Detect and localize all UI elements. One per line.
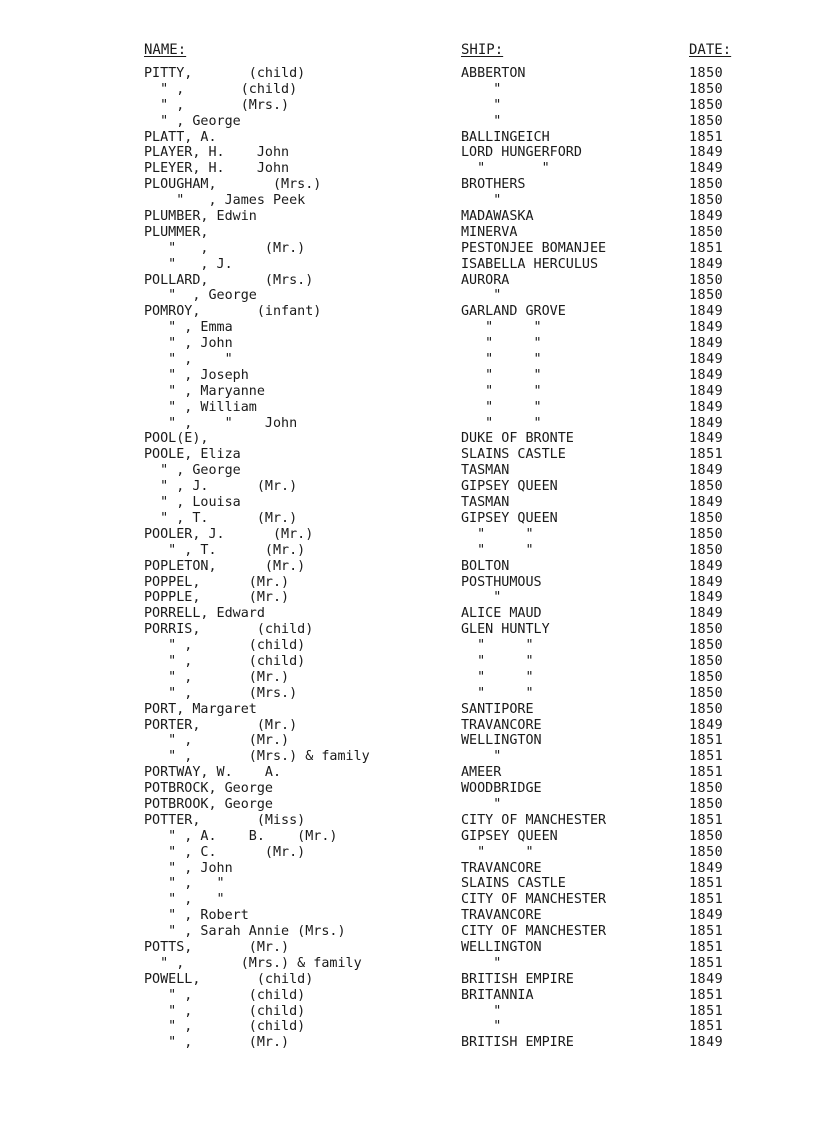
- name-cell: POTBROCK, George: [144, 781, 273, 797]
- table-row: [0, 765, 816, 781]
- table-row: [0, 479, 816, 495]
- name-cell: " , John: [144, 860, 233, 876]
- header-ship: SHIP:: [461, 42, 504, 58]
- date-cell: 1850: [689, 224, 724, 240]
- date-cell: 1850: [689, 796, 724, 812]
- name-cell: " , Louisa: [144, 495, 241, 511]
- table-row: [0, 559, 816, 575]
- name-cell: POOLE, Eliza: [144, 447, 241, 463]
- name-cell: PLATT, A.: [144, 129, 217, 145]
- name-cell: " , (child): [144, 987, 306, 1003]
- ship-cell: SANTIPORE: [461, 701, 534, 717]
- ship-cell: " ": [461, 685, 534, 701]
- table-row: [0, 82, 816, 98]
- ship-cell: AMEER: [461, 765, 502, 781]
- date-cell: 1849: [689, 383, 724, 399]
- date-cell: 1850: [689, 97, 724, 113]
- table-row: [0, 590, 816, 606]
- date-cell: 1849: [689, 971, 724, 987]
- ship-cell: TRAVANCORE: [461, 717, 542, 733]
- name-cell: PLOUGHAM, (Mrs.): [144, 177, 322, 193]
- ship-cell: BRITANNIA: [461, 987, 534, 1003]
- name-cell: " , " John: [144, 415, 298, 431]
- name-cell: " , (child): [144, 1019, 306, 1035]
- name-cell: PORRIS, (child): [144, 622, 314, 638]
- ship-cell: " ": [461, 336, 542, 352]
- table-row: [0, 686, 816, 702]
- table-row: [0, 670, 816, 686]
- name-cell: " , (child): [144, 653, 306, 669]
- date-cell: 1849: [689, 606, 724, 622]
- table-row: [0, 924, 816, 940]
- header-date: DATE:: [689, 42, 732, 58]
- ship-cell: TASMAN: [461, 463, 510, 479]
- ship-cell: " ": [461, 161, 550, 177]
- ship-cell: GIPSEY QUEEN: [461, 510, 558, 526]
- date-cell: 1851: [689, 1019, 724, 1035]
- ship-cell: " ": [461, 383, 542, 399]
- date-cell: 1851: [689, 749, 724, 765]
- table-row: [0, 1004, 816, 1020]
- ship-cell: TRAVANCORE: [461, 908, 542, 924]
- table-row: [0, 257, 816, 273]
- name-cell: " , C. (Mr.): [144, 844, 306, 860]
- date-cell: 1850: [689, 685, 724, 701]
- table-row: [0, 463, 816, 479]
- table-row: [0, 66, 816, 82]
- name-cell: PITTY, (child): [144, 66, 306, 81]
- table-row: [0, 384, 816, 400]
- name-cell: " , ": [144, 876, 225, 892]
- name-cell: " , George: [144, 288, 257, 304]
- table-row: [0, 130, 816, 146]
- date-cell: 1851: [689, 987, 724, 1003]
- table-row: [0, 416, 816, 432]
- ship-cell: CITY OF MANCHESTER: [461, 924, 607, 940]
- date-cell: 1851: [689, 892, 724, 908]
- table-row: [0, 209, 816, 225]
- name-cell: PORRELL, Edward: [144, 606, 265, 622]
- ship-cell: " ": [461, 542, 534, 558]
- ship-cell: WOODBRIDGE: [461, 781, 542, 797]
- name-cell: PORTER, (Mr.): [144, 717, 298, 733]
- date-cell: 1849: [689, 717, 724, 733]
- name-cell: " , A. B. (Mr.): [144, 828, 338, 844]
- date-cell: 1849: [689, 908, 724, 924]
- ship-cell: BROTHERS: [461, 177, 526, 193]
- name-cell: " , (Mrs.): [144, 97, 290, 113]
- date-cell: 1851: [689, 812, 724, 828]
- ship-cell: ": [461, 955, 502, 971]
- table-row: [0, 654, 816, 670]
- ship-cell: " ": [461, 844, 534, 860]
- table-row: [0, 638, 816, 654]
- date-cell: 1850: [689, 177, 724, 193]
- date-cell: 1849: [689, 558, 724, 574]
- date-cell: 1850: [689, 669, 724, 685]
- date-cell: 1850: [689, 622, 724, 638]
- table-row: [0, 956, 816, 972]
- date-cell: 1850: [689, 526, 724, 542]
- table-row: [0, 368, 816, 384]
- date-cell: 1850: [689, 81, 724, 97]
- date-cell: 1849: [689, 320, 724, 336]
- ship-cell: " ": [461, 352, 542, 368]
- ship-cell: WELLINGTON: [461, 939, 542, 955]
- name-cell: " , ": [144, 892, 225, 908]
- name-cell: " , (child): [144, 81, 298, 97]
- ship-cell: SLAINS CASTLE: [461, 447, 566, 463]
- name-cell: PLAYER, H. John: [144, 145, 290, 161]
- name-cell: " , (Mrs.) & family: [144, 955, 362, 971]
- name-cell: " , T. (Mr.): [144, 510, 298, 526]
- date-cell: 1851: [689, 924, 724, 940]
- name-cell: " , Joseph: [144, 367, 249, 383]
- name-cell: POTBROOK, George: [144, 796, 273, 812]
- table-row: [0, 177, 816, 193]
- ship-cell: DUKE OF BRONTE: [461, 431, 574, 447]
- table-row: [0, 114, 816, 130]
- table-row: [0, 145, 816, 161]
- date-cell: 1851: [689, 447, 724, 463]
- table-row: [0, 575, 816, 591]
- date-cell: 1849: [689, 495, 724, 511]
- date-cell: 1849: [689, 415, 724, 431]
- date-cell: 1850: [689, 828, 724, 844]
- table-row: [0, 400, 816, 416]
- date-cell: 1849: [689, 209, 724, 225]
- date-cell: 1850: [689, 701, 724, 717]
- name-cell: POPLETON, (Mr.): [144, 558, 306, 574]
- ship-cell: BRITISH EMPIRE: [461, 971, 574, 987]
- name-cell: " , (Mr.): [144, 1035, 290, 1051]
- name-cell: POPPLE, (Mr.): [144, 590, 290, 606]
- ship-cell: " ": [461, 638, 534, 654]
- table-row: [0, 988, 816, 1004]
- table-row: [0, 320, 816, 336]
- table-row: [0, 733, 816, 749]
- name-cell: PLUMMER,: [144, 224, 209, 240]
- table-row: [0, 813, 816, 829]
- header-name: NAME:: [144, 42, 187, 58]
- ship-cell: ISABELLA HERCULUS: [461, 256, 599, 272]
- table-row: [0, 908, 816, 924]
- date-cell: 1849: [689, 590, 724, 606]
- date-cell: 1849: [689, 399, 724, 415]
- name-cell: " , Sarah Annie (Mrs.): [144, 924, 346, 940]
- table-row: [0, 876, 816, 892]
- date-cell: 1851: [689, 939, 724, 955]
- ship-cell: LORD HUNGERFORD: [461, 145, 582, 161]
- date-cell: 1849: [689, 336, 724, 352]
- table-row: [0, 781, 816, 797]
- table-row: [0, 527, 816, 543]
- table-row: [0, 511, 816, 527]
- ship-cell: " ": [461, 653, 534, 669]
- name-cell: " , (child): [144, 1003, 306, 1019]
- name-cell: " , Robert: [144, 908, 249, 924]
- ship-cell: ": [461, 796, 502, 812]
- table-row: [0, 288, 816, 304]
- table-row: [0, 845, 816, 861]
- date-cell: 1851: [689, 876, 724, 892]
- ship-cell: ": [461, 1003, 502, 1019]
- date-cell: 1849: [689, 574, 724, 590]
- table-row: [0, 241, 816, 257]
- name-cell: POOLER, J. (Mr.): [144, 526, 314, 542]
- date-cell: 1851: [689, 240, 724, 256]
- ship-cell: " ": [461, 399, 542, 415]
- ship-cell: PESTONJEE BOMANJEE: [461, 240, 607, 256]
- name-cell: " , (Mr.): [144, 669, 290, 685]
- name-cell: PORTWAY, W. A.: [144, 765, 282, 781]
- date-cell: 1850: [689, 510, 724, 526]
- ship-cell: GARLAND GROVE: [461, 304, 566, 320]
- date-cell: 1849: [689, 367, 724, 383]
- date-cell: 1849: [689, 256, 724, 272]
- ship-cell: MADAWASKA: [461, 209, 534, 225]
- name-cell: " , John: [144, 336, 233, 352]
- ship-cell: TRAVANCORE: [461, 860, 542, 876]
- name-cell: " , (Mr.): [144, 733, 290, 749]
- record-list: [0, 66, 816, 1051]
- table-row: [0, 304, 816, 320]
- date-cell: 1851: [689, 129, 724, 145]
- name-cell: " , T. (Mr.): [144, 542, 306, 558]
- date-cell: 1849: [689, 145, 724, 161]
- table-row: [0, 892, 816, 908]
- date-cell: 1850: [689, 113, 724, 129]
- ship-cell: " ": [461, 367, 542, 383]
- name-cell: " , James Peek: [144, 193, 306, 209]
- table-row: [0, 1019, 816, 1035]
- name-cell: " , (Mrs.) & family: [144, 749, 370, 765]
- table-row: [0, 940, 816, 956]
- date-cell: 1849: [689, 431, 724, 447]
- table-row: [0, 336, 816, 352]
- ship-cell: GLEN HUNTLY: [461, 622, 550, 638]
- date-cell: 1850: [689, 479, 724, 495]
- ship-cell: BOLTON: [461, 558, 510, 574]
- table-row: [0, 606, 816, 622]
- table-row: [0, 543, 816, 559]
- table-row: [0, 972, 816, 988]
- name-cell: " , (child): [144, 638, 306, 654]
- table-row: [0, 352, 816, 368]
- name-cell: " , Emma: [144, 320, 233, 336]
- table-row: [0, 861, 816, 877]
- table-row: [0, 98, 816, 114]
- ship-cell: ": [461, 81, 502, 97]
- table-row: [0, 431, 816, 447]
- ship-cell: ": [461, 97, 502, 113]
- ship-cell: " ": [461, 320, 542, 336]
- ship-cell: BRITISH EMPIRE: [461, 1035, 574, 1051]
- name-cell: " , J. (Mr.): [144, 479, 298, 495]
- date-cell: 1850: [689, 653, 724, 669]
- name-cell: POLLARD, (Mrs.): [144, 272, 314, 288]
- name-cell: POMROY, (infant): [144, 304, 322, 320]
- ship-cell: ": [461, 113, 502, 129]
- table-row: [0, 161, 816, 177]
- date-cell: 1851: [689, 955, 724, 971]
- date-cell: 1851: [689, 1003, 724, 1019]
- ship-cell: ABBERTON: [461, 66, 526, 81]
- ship-cell: TASMAN: [461, 495, 510, 511]
- name-cell: PORT, Margaret: [144, 701, 257, 717]
- ship-cell: WELLINGTON: [461, 733, 542, 749]
- name-cell: " , (Mr.): [144, 240, 306, 256]
- table-row: [0, 447, 816, 463]
- ship-cell: BALLINGEICH: [461, 129, 550, 145]
- ship-cell: ": [461, 590, 502, 606]
- date-cell: 1850: [689, 193, 724, 209]
- ship-cell: " ": [461, 526, 534, 542]
- ship-cell: " ": [461, 669, 534, 685]
- date-cell: 1850: [689, 272, 724, 288]
- date-cell: 1850: [689, 844, 724, 860]
- ship-cell: ": [461, 1019, 502, 1035]
- ship-cell: GIPSEY QUEEN: [461, 828, 558, 844]
- name-cell: " , George: [144, 113, 241, 129]
- ship-cell: SLAINS CASTLE: [461, 876, 566, 892]
- table-row: [0, 749, 816, 765]
- ship-cell: POSTHUMOUS: [461, 574, 542, 590]
- date-cell: 1849: [689, 161, 724, 177]
- ship-cell: ALICE MAUD: [461, 606, 542, 622]
- name-cell: POTTER, (Miss): [144, 812, 306, 828]
- table-row: [0, 193, 816, 209]
- name-cell: PLEYER, H. John: [144, 161, 290, 177]
- date-cell: 1851: [689, 733, 724, 749]
- date-cell: 1849: [689, 463, 724, 479]
- table-row: [0, 829, 816, 845]
- ship-cell: ": [461, 193, 502, 209]
- date-cell: 1849: [689, 304, 724, 320]
- name-cell: POPPEL, (Mr.): [144, 574, 290, 590]
- name-cell: " , George: [144, 463, 241, 479]
- name-cell: " , (Mrs.): [144, 685, 298, 701]
- ship-cell: GIPSEY QUEEN: [461, 479, 558, 495]
- date-cell: 1850: [689, 66, 724, 81]
- table-row: [0, 797, 816, 813]
- ship-cell: MINERVA: [461, 224, 518, 240]
- ship-cell: AURORA: [461, 272, 510, 288]
- table-row: [0, 718, 816, 734]
- ship-cell: CITY OF MANCHESTER: [461, 892, 607, 908]
- name-cell: " , Maryanne: [144, 383, 265, 399]
- ship-cell: " ": [461, 415, 542, 431]
- date-cell: 1850: [689, 288, 724, 304]
- ship-cell: ": [461, 288, 502, 304]
- date-cell: 1849: [689, 1035, 724, 1051]
- date-cell: 1849: [689, 352, 724, 368]
- date-cell: 1851: [689, 765, 724, 781]
- name-cell: " , William: [144, 399, 257, 415]
- name-cell: " , ": [144, 352, 233, 368]
- table-row: [0, 225, 816, 241]
- date-cell: 1850: [689, 542, 724, 558]
- name-cell: POWELL, (child): [144, 971, 314, 987]
- name-cell: POOL(E),: [144, 431, 209, 447]
- date-cell: 1850: [689, 638, 724, 654]
- name-cell: PLUMBER, Edwin: [144, 209, 257, 225]
- name-cell: " , J.: [144, 256, 233, 272]
- date-cell: 1849: [689, 860, 724, 876]
- date-cell: 1850: [689, 781, 724, 797]
- table-row: [0, 702, 816, 718]
- table-row: [0, 273, 816, 289]
- ship-cell: ": [461, 749, 502, 765]
- name-cell: POTTS, (Mr.): [144, 939, 290, 955]
- ship-cell: CITY OF MANCHESTER: [461, 812, 607, 828]
- table-row: [0, 495, 816, 511]
- table-row: [0, 622, 816, 638]
- table-row: [0, 1035, 816, 1051]
